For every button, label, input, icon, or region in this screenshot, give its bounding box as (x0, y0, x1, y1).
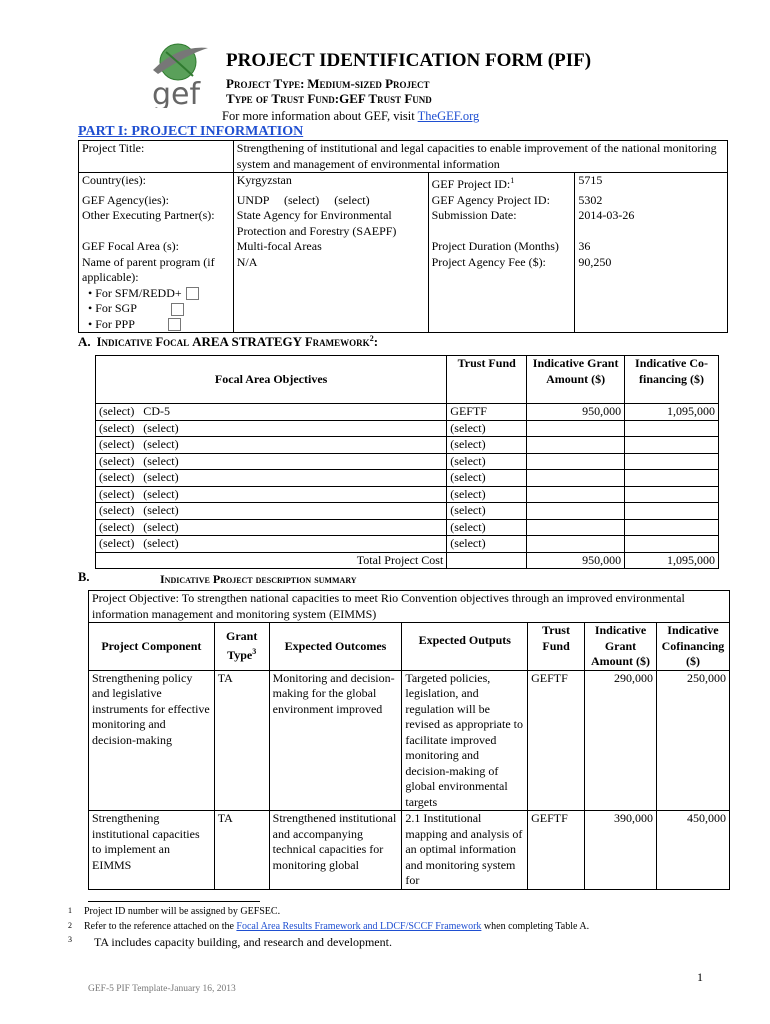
parent-label: Name of parent program (if applicable): (82, 254, 215, 284)
objective-select[interactable]: (select) (select) (99, 486, 179, 501)
table-header-row (96, 356, 719, 404)
grant-type-cell: TA (217, 670, 233, 685)
parent-value: N/A (236, 254, 258, 269)
trust-fund-cell: GEFTF (531, 811, 568, 825)
objective-select[interactable]: (select) (select) (99, 519, 179, 534)
table-row (96, 486, 719, 503)
sfm-checkbox[interactable] (186, 287, 199, 300)
agency-project-id-value: 5302 (578, 192, 603, 207)
footnote-divider (88, 901, 260, 902)
bullet-ppp: • For PPP (82, 317, 230, 333)
table-row (96, 437, 719, 454)
section-b-letter: B. (78, 570, 90, 584)
table-row (89, 811, 730, 890)
executing-value: State Agency for Environmental Protection and Forestry (SAEPF) (236, 208, 397, 238)
table-row (79, 208, 728, 239)
table-row (96, 503, 719, 520)
trust-fund-header: Trust Fund (542, 623, 570, 653)
total-row (96, 552, 719, 569)
footnote-2: 2 Refer to the reference attached on the Focal Area Results Framework and LDCF/SCCF Framework when completing Table A. (68, 921, 590, 932)
objective-select[interactable]: (select) (select) (99, 437, 179, 451)
output-cell: Targeted policies, legislation, and regulation will be revised as appropriate to facilitate improved monitoring and decision-making of global environmental targets (405, 670, 523, 809)
focal-area-label: GEF Focal Area (s): (82, 239, 179, 253)
gef-project-id-label: GEF Project ID: (431, 177, 511, 191)
agency-fee-label: Project Agency Fee ($): (431, 254, 546, 269)
component-cell: Strengthening institutional capacities to implement an EIMMS (92, 811, 200, 872)
project-title-label: Project Title: (82, 141, 145, 155)
gef-logo (148, 40, 218, 108)
objective-select[interactable]: (select) (select) (99, 470, 179, 484)
trust-fund-select[interactable]: (select) (450, 453, 486, 468)
project-type: Project Type: Medium-sized Project (226, 76, 430, 91)
table-row (89, 670, 730, 811)
svg-text:gef: gef (152, 77, 201, 108)
trust-fund-select[interactable]: (select) (450, 470, 486, 484)
part1-heading: PART I: PROJECT INFORMATION (78, 124, 304, 139)
trust-fund-select[interactable]: (select) (450, 503, 486, 517)
duration-value: 36 (578, 239, 591, 253)
grant-value: 950,000 (582, 404, 622, 418)
project-title-value: Strengthening of institutional and legal capacities to enable improvement of the national monitoring system and management of environmental information (236, 141, 717, 171)
objective-select[interactable]: (select) CD-5 (99, 404, 170, 418)
sgp-checkbox[interactable] (171, 303, 184, 316)
footnote-ref: 1 (510, 176, 515, 185)
section-b-heading: Indicative Project description summary (160, 572, 357, 586)
agency-fee-value: 90,250 (578, 254, 612, 269)
cofinancing-header: Indicative Co-financing ($) (635, 356, 709, 386)
table-row (79, 193, 728, 209)
duration-label: Project Duration (Months) (431, 239, 559, 253)
grant-cell: 390,000 (613, 811, 653, 825)
outcome-cell: Monitoring and decision-making for the global environment improved (272, 670, 395, 716)
trust-fund-select[interactable]: (select) (450, 486, 486, 501)
objective-row (89, 591, 730, 623)
table-row (79, 239, 728, 255)
total-label: Total Project Cost (356, 552, 444, 567)
project-description-table (88, 590, 730, 890)
cofinancing-header: Indicative Cofinancing ($) (661, 623, 725, 668)
table-header-row: Project Component Grant Type$^3$ Expected Outcomes Expected Outputs Trust Fund Indicative Grant Amount ($) Indicative Cofinancing ($) (89, 623, 730, 671)
table-row (96, 519, 719, 536)
table-row (79, 255, 728, 333)
grant-type-header: Grant Type (226, 628, 258, 663)
executing-label: Other Executing Partner(s): (82, 208, 215, 222)
grant-header: Indicative Grant Amount ($) (590, 623, 650, 668)
trust-fund-select[interactable]: (select) (450, 437, 486, 451)
objective-select[interactable]: (select) (select) (99, 420, 179, 435)
focal-area-value: Multi-focal Areas (236, 239, 322, 253)
trust-fund-select[interactable]: GEFTF (450, 404, 487, 418)
table-row (96, 453, 719, 470)
bullet-sgp: • For SGP (82, 301, 230, 317)
country-label: Country(ies): (82, 173, 146, 187)
agency-select[interactable]: UNDP (select) (select) (236, 192, 370, 207)
output-cell: 2.1 Institutional mapping and analysis of an optimal information and monitoring system for (405, 811, 523, 887)
table-row (79, 173, 728, 193)
bullet-sfm: • For SFM/REDD+ (82, 286, 230, 302)
results-framework-link[interactable]: Focal Area Results Framework and LDCF/SCCF Framework (236, 921, 482, 932)
component-cell: Strengthening policy and legislative instruments for effective monitoring and decision-making (92, 670, 210, 747)
project-info-table (78, 140, 728, 333)
cofin-value: 1,095,000 (667, 404, 715, 418)
footnote-1: 1 Project ID number will be assigned by GEFSEC. (68, 906, 281, 917)
objective-select[interactable]: (select) (select) (99, 503, 179, 517)
footer-template: GEF-5 PIF Template-January 16, 2013 (88, 984, 236, 994)
trust-fund-type: Type of Trust Fund:GEF Trust Fund (226, 91, 432, 106)
trust-fund-header: Trust Fund (457, 356, 516, 370)
outcome-cell: Strengthened institutional and accompanying technical capacities for monitoring global (272, 811, 397, 872)
agency-label: GEF Agency(ies): (82, 192, 169, 207)
page-title: PROJECT IDENTIFICATION FORM (PIF) (226, 50, 592, 71)
page-number: 1 (697, 970, 703, 984)
table-row (96, 420, 719, 437)
component-header: Project Component (101, 638, 202, 653)
more-info: For more information about GEF, visit TheGEF.org (222, 109, 480, 123)
objective-select[interactable]: (select) (select) (99, 453, 179, 468)
agency-project-id-label: GEF Agency Project ID: (431, 192, 550, 207)
cofin-cell: 250,000 (687, 670, 726, 685)
grant-header: Indicative Grant Amount ($) (532, 356, 619, 386)
outputs-header: Expected Outputs (418, 633, 511, 647)
section-a-heading: A. Indicative Focal AREA STRATEGY Framework$^2$: (78, 334, 379, 349)
gef-project-id-value: 5715 (578, 173, 603, 187)
trust-fund-select[interactable]: (select) (450, 536, 486, 550)
country-value: Kyrgyzstan (236, 173, 292, 187)
objectives-header: Focal Area Objectives (214, 371, 328, 386)
gef-link[interactable]: TheGEF.org (417, 109, 480, 123)
ppp-checkbox[interactable] (168, 318, 181, 331)
trust-fund-select[interactable]: (select) (450, 519, 486, 534)
table-row (96, 536, 719, 553)
grant-type-cell: TA (217, 811, 233, 825)
objective-select[interactable]: (select) (select) (99, 536, 179, 550)
submission-label: Submission Date: (431, 208, 517, 222)
submission-value: 2014-03-26 (578, 208, 635, 222)
project-objective: Project Objective: To strengthen national capacities to meet Rio Convention objectives through an improved environmental information management and monitoring system (EIMMS) (92, 591, 685, 621)
trust-fund-select[interactable]: (select) (450, 420, 486, 435)
focal-area-table (95, 355, 719, 569)
outcomes-header: Expected Outcomes (284, 638, 387, 653)
cofin-cell: 450,000 (687, 811, 726, 825)
table-row (79, 141, 728, 173)
grant-cell: 290,000 (613, 670, 653, 685)
total-cofin: 1,095,000 (667, 552, 715, 567)
total-grant: 950,000 (582, 552, 622, 567)
table-row (96, 470, 719, 487)
footnote-3: 3 TA includes capacity building, and research and development. (68, 935, 392, 949)
table-row (96, 404, 719, 421)
trust-fund-cell: GEFTF (531, 670, 568, 685)
